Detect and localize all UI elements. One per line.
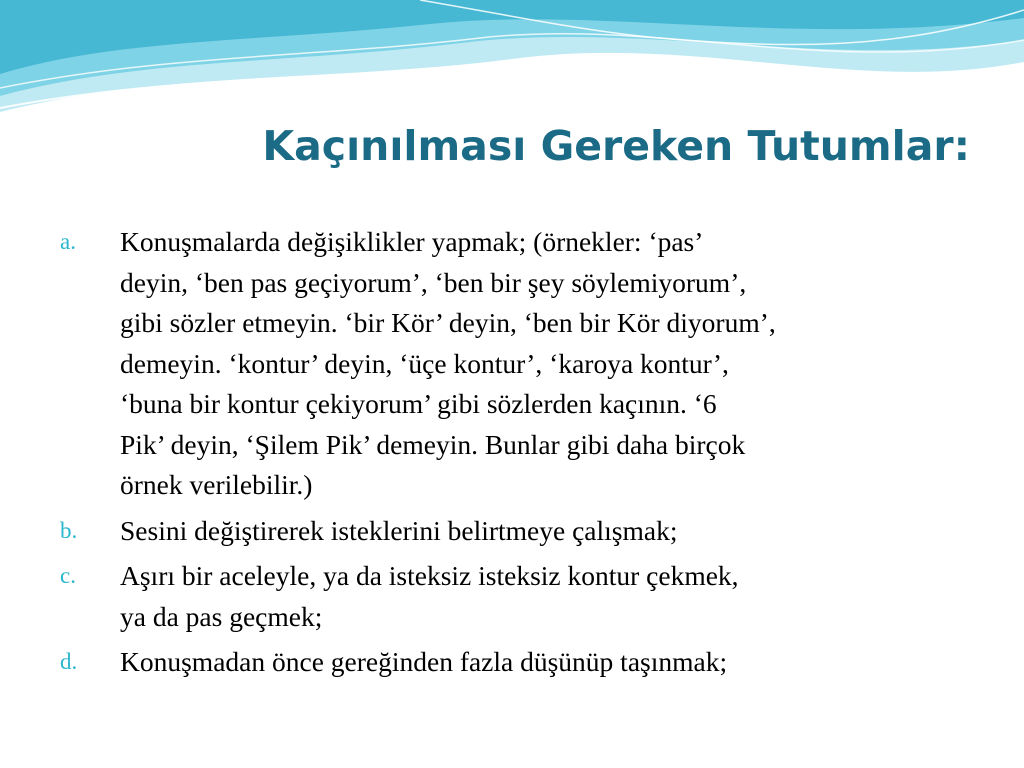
list-marker: b. [60,517,78,543]
slide-title: Kaçınılması Gereken Tutumlar: [262,122,970,170]
list-item-line: ya da pas geçmek; [120,600,323,632]
list-marker: c. [60,563,76,588]
list-item [58,556,978,637]
list-item [58,511,978,552]
list-item-line: Konuşmalarda değişiklikler yapmak; (örnekler: ‘pas’ [120,226,704,257]
list-marker: a. [60,229,76,254]
list-item-line: ‘buna bir kontur çekiyorum’ gibi sözlerden kaçının. ‘6 [120,388,717,419]
list-item [58,222,978,506]
list-item [58,642,978,683]
list-item-line: Aşırı bir aceleyle, ya da isteksiz isteksiz kontur çekmek, [120,560,739,591]
list-item-line: örnek verilebilir.) [120,469,313,500]
list-item-line: demeyin. ‘kontur’ deyin, ‘üçe kontur’, ‘karoya kontur’, [120,347,729,379]
list-item-line: gibi sözler etmeyin. ‘bir Kör’ deyin, ‘ben bir Kör diyorum’, [120,307,776,338]
bullet-list [58,222,978,688]
list-item-line: Pik’ deyin, ‘Şilem Pik’ demeyin. Bunlar gibi daha birçok [120,428,746,460]
list-item-line: Konuşmadan önce gereğinden fazla düşünüp taşınmak; [120,646,728,677]
list-item-line: deyin, ‘ben pas geçiyorum’, ‘ben bir şey söylemiyorum’, [120,266,747,298]
list-marker: d. [60,649,78,674]
list-item-line: Sesini değiştirerek isteklerini belirtmeye çalışmak; [120,514,678,546]
